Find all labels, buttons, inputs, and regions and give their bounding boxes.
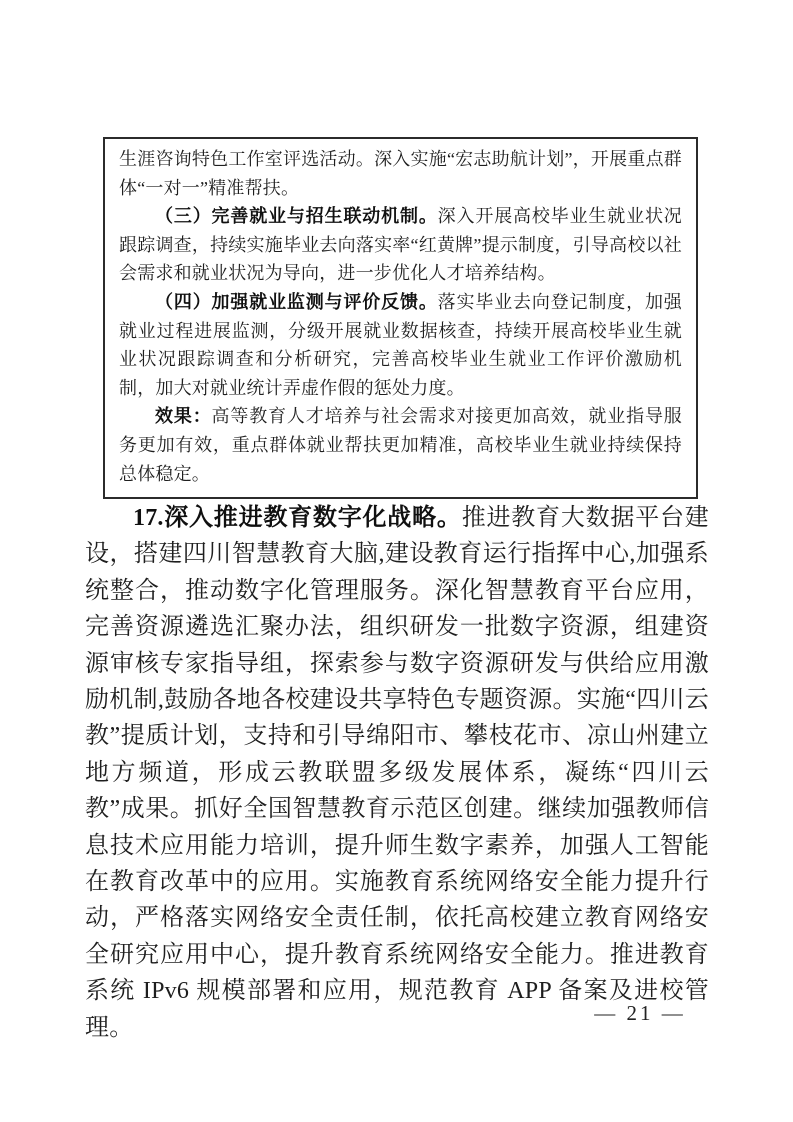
body-paragraph (85, 500, 709, 1046)
box-paragraph (119, 288, 682, 402)
box-paragraph (119, 402, 682, 488)
paragraph-text: 高等教育人才培养与社会需求对接更加高效，就业指导服务更加有效，重点群体就业帮扶更加精准，高校毕业生就业持续保持总体稳定。 (119, 406, 683, 484)
paragraph-text: 落实毕业去向登记制度，加强就业过程进展监测，分级开展就业数据核查，持续开展高校毕业生就业状况跟踪调查和分析研究，完善高校毕业生就业工作评价激励机制，加大对就业统计弄虚作假的惩处力度。 (119, 291, 682, 398)
paragraph-lead: （四）加强就业监测与评价反馈。 (155, 291, 438, 312)
paragraph-text: 推进教育大数据平台建设，搭建四川智慧教育大脑,建设教育运行指挥中心,加强系统整合，推动数字化管理服务。深化智慧教育平台应用，完善资源遴选汇聚办法，组织研发一批数字资源，组建资源审核专家指导组，探索参与数字资源研发与供给应用激励机制,鼓励各地各校建设共享特色专题资源。实施“四川云教”提质计划，支持和引导绵阳市、攀枝花市、凉山州建立地方频道，形成云教联盟多级发展体系，凝练“四川云教”成果。抓好全国智慧教育示范区创建。继续加强教师信息技术应用能力培训，提升师生数字素养，加强人工智能在教育改革中的应用。实施教育系统网络安全能力提升行动，严格落实网络安全责任制，依托高校建立教育网络安全研究应用中心，提升教育系统网络安全能力。推进教育系统 IPv6 规模部署和应用，规范教育 APP 备案及进校管理。 (85, 505, 710, 1041)
box-paragraph (119, 202, 682, 288)
paragraph-text: 生涯咨询特色工作室评选活动。深入实施“宏志助航计划”，开展重点群体“一对一”精准帮扶。 (119, 149, 682, 198)
box-paragraph (119, 145, 682, 202)
paragraph-lead: 效果： (155, 406, 212, 427)
paragraph-text: 深入开展高校毕业生就业状况跟踪调查，持续实施毕业去向落实率“红黄牌”提示制度，引导高校以社会需求和就业状况为导向，进一步优化人才培养结构。 (119, 206, 682, 284)
paragraph-lead: （三）完善就业与招生联动机制。 (155, 206, 438, 227)
page-number: — 21 — (594, 1001, 686, 1025)
paragraph-lead: 17.深入推进教育数字化战略。 (133, 505, 462, 531)
boxed-section (103, 137, 698, 499)
